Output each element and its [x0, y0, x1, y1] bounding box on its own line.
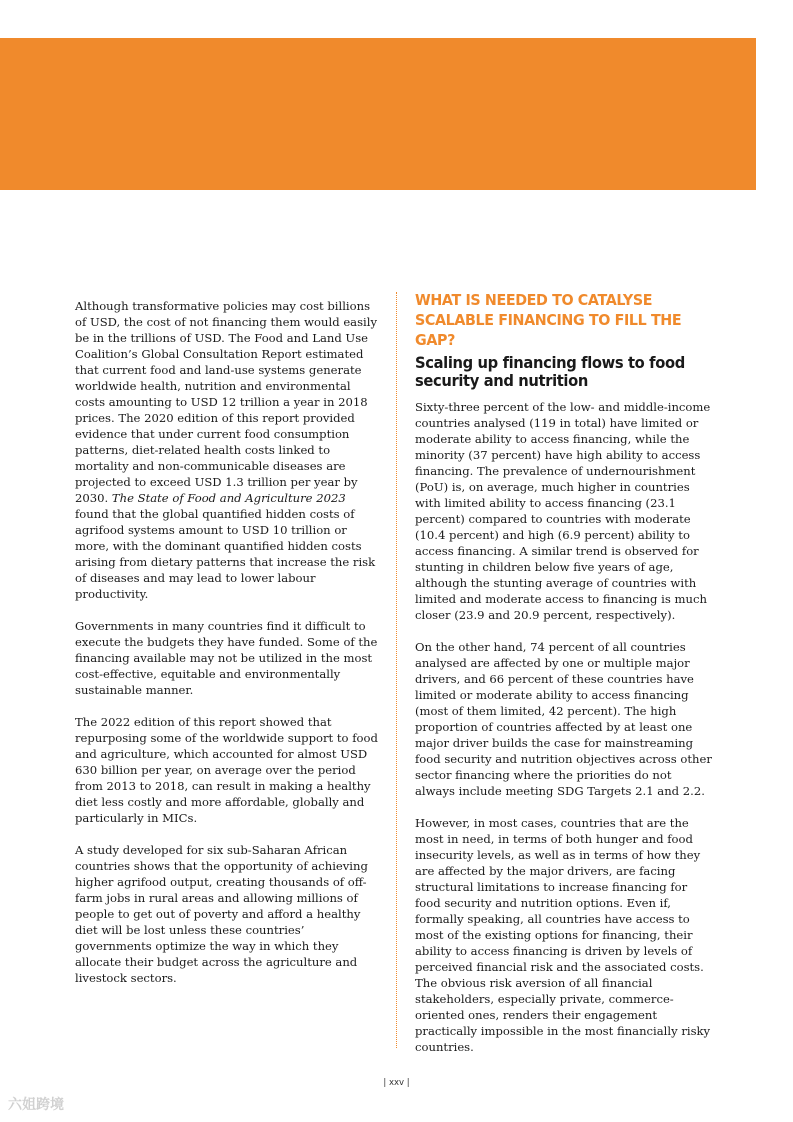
right-column: [415, 290, 715, 1071]
left-paragraph-2: Governments in many countries find it difficult to execute the budgets they have funded. Some of the financing available may not be utilized in the most cost-effective, equitable and environmentally sustainable manner.: [75, 619, 378, 697]
left-column: [75, 298, 381, 1002]
report-title-italic: The State of Food and Agriculture 2023: [111, 491, 346, 505]
section-subheading: Scaling up financing flows to food security and nutrition: [415, 353, 685, 390]
header-banner: [0, 38, 756, 190]
left-paragraph-4: A study developed for six sub-Saharan African countries shows that the opportunity of achieving higher agrifood output, creating thousands of off-farm jobs in rural areas and allowing millions of people to get out of poverty and afford a healthy diet will be lost unless these countries’ governments optimize the way in which they allocate their budget across the agriculture and livestock sectors.: [75, 843, 368, 985]
right-paragraph-1: Sixty-three percent of the low- and middle-income countries analysed (119 in total) have limited or moderate ability to access financing, while the minority (37 percent) have high ability to access financing. The prevalence of undernourishment (PoU) is, on average, much higher in countries with limited ability to access financing (23.1 percent) compared to countries with moderate (10.4 percent) and high (6.9 percent) ability to access financing. A similar trend is observed for stunting in children below five years of age, although the stunting average of countries with limited and moderate access to financing is much closer (23.9 and 20.9 percent, respectively).: [415, 400, 711, 622]
right-paragraph-2: On the other hand, 74 percent of all countries analysed are affected by one or multiple major drivers, and 66 percent of these countries have limited or moderate ability to access financing (most of them limited, 42 percent). The high proportion of countries affected by at least one major driver builds the case for mainstreaming food security and nutrition objectives across other sector financing where the priorities do not always include meeting SDG Targets 2.1 and 2.2.: [415, 640, 712, 798]
left-paragraph-1: Although transformative policies may cost billions of USD, the cost of not financing them would easily be in the trillions of USD. The Food and Land Use Coalition’s Global Consultation Report estimated that current food and land-use systems generate worldwide health, nutrition and environmental costs amounting to USD 12 trillion a year in 2018 prices. The 2020 edition of this report provided evidence that under current food consumption patterns, diet-related health costs linked to mortality and non-communicable diseases are projected to exceed USD 1.3 trillion per year by 2030. The State of Food and Agriculture 2023 found that the global quantified hidden costs of agrifood systems amount to USD 10 trillion or more, with the dominant quantified hidden costs arising from dietary patterns that increase the risk of diseases and may lead to lower labour productivity.: [75, 299, 378, 601]
page-number: | xxv |: [383, 1078, 410, 1088]
watermark-logo: 六姐跨境: [8, 1097, 64, 1113]
left-paragraph-3: The 2022 edition of this report showed that repurposing some of the worldwide support to food and agriculture, which accounted for almost USD 630 billion per year, on average over the period from 2013 to 2018, can result in making a healthy diet less costly and more affordable, globally and particularly in MICs.: [75, 715, 378, 825]
column-divider: [396, 292, 397, 1048]
right-paragraph-3: However, in most cases, countries that are the most in need, in terms of both hunger and food insecurity levels, as well as in terms of how they are affected by the major drivers, are facing structural limitations to increase financing for food security and nutrition options. Even if, formally speaking, all countries have access to most of the existing options for financing, their ability to access financing is driven by levels of perceived financial risk and the associated costs. The obvious risk aversion of all financial stakeholders, especially private, commerce-oriented ones, renders their engagement practically impossible in the most financially risky countries.: [415, 816, 711, 1054]
section-kicker-heading: WHAT IS NEEDED TO CATALYSE SCALABLE FINANCING TO FILL THE GAP?: [415, 291, 682, 349]
